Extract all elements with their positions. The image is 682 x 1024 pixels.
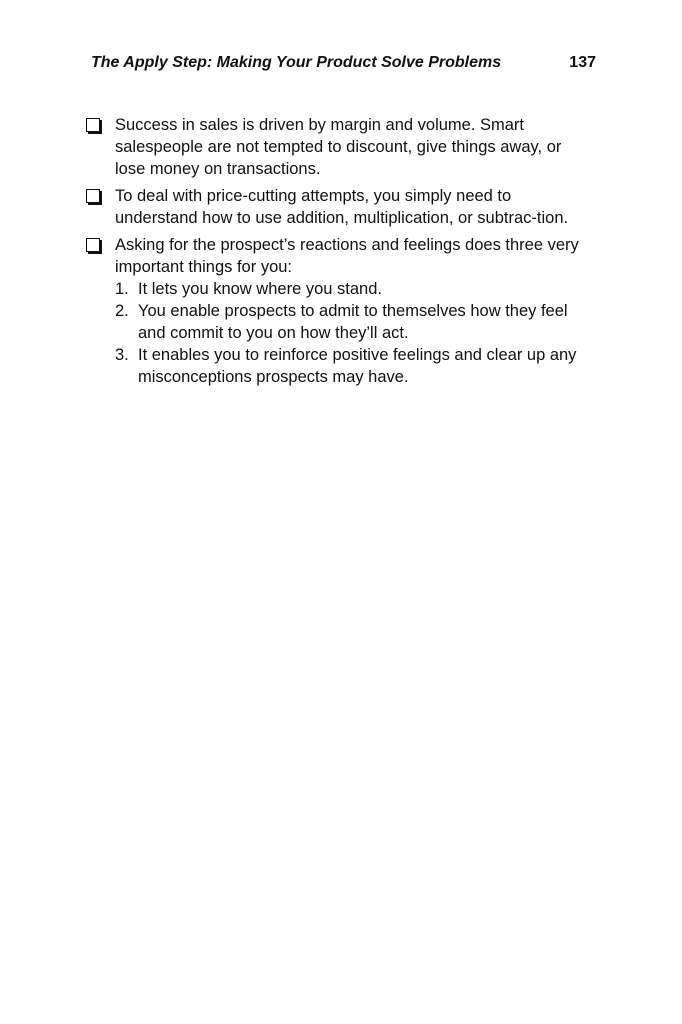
checklist-item-text: Success in sales is driven by margin and volume. Smart salespeople are not tempted to discount, give things away, or lose money on transactions.: [115, 116, 562, 178]
numbered-item-text: It lets you know where you stand.: [138, 280, 382, 298]
list-number: 2.: [115, 302, 129, 320]
running-head-title: The Apply Step: Making Your Product Solve Problems: [91, 54, 502, 71]
checkbox-icon: [86, 189, 100, 203]
checklist-item: [86, 185, 596, 229]
checkbox-icon: [86, 118, 100, 132]
summary-checklist: [86, 114, 596, 393]
page-number: 137: [569, 54, 596, 71]
checklist-item: [86, 114, 596, 180]
numbered-list: [115, 278, 596, 388]
list-number: 3.: [115, 346, 129, 364]
numbered-list-item: [115, 300, 596, 344]
checkbox-icon: [86, 238, 100, 252]
list-number: 1.: [115, 280, 129, 298]
numbered-list-item: [115, 278, 596, 300]
numbered-list-item: [115, 344, 596, 388]
checklist-item-text: Asking for the prospect’s reactions and feelings does three very important things for you:: [115, 236, 579, 276]
checklist-item-text: To deal with price-cutting attempts, you simply need to understand how to use addition, multiplication, or subtrac-tion.: [115, 187, 569, 227]
numbered-item-text: It enables you to reinforce positive feelings and clear up any misconceptions prospects may have.: [138, 346, 577, 386]
running-head: [91, 54, 596, 76]
checklist-item: [86, 234, 596, 388]
numbered-item-text: You enable prospects to admit to themselves how they feel and commit to you on how they’ll act.: [138, 302, 568, 342]
